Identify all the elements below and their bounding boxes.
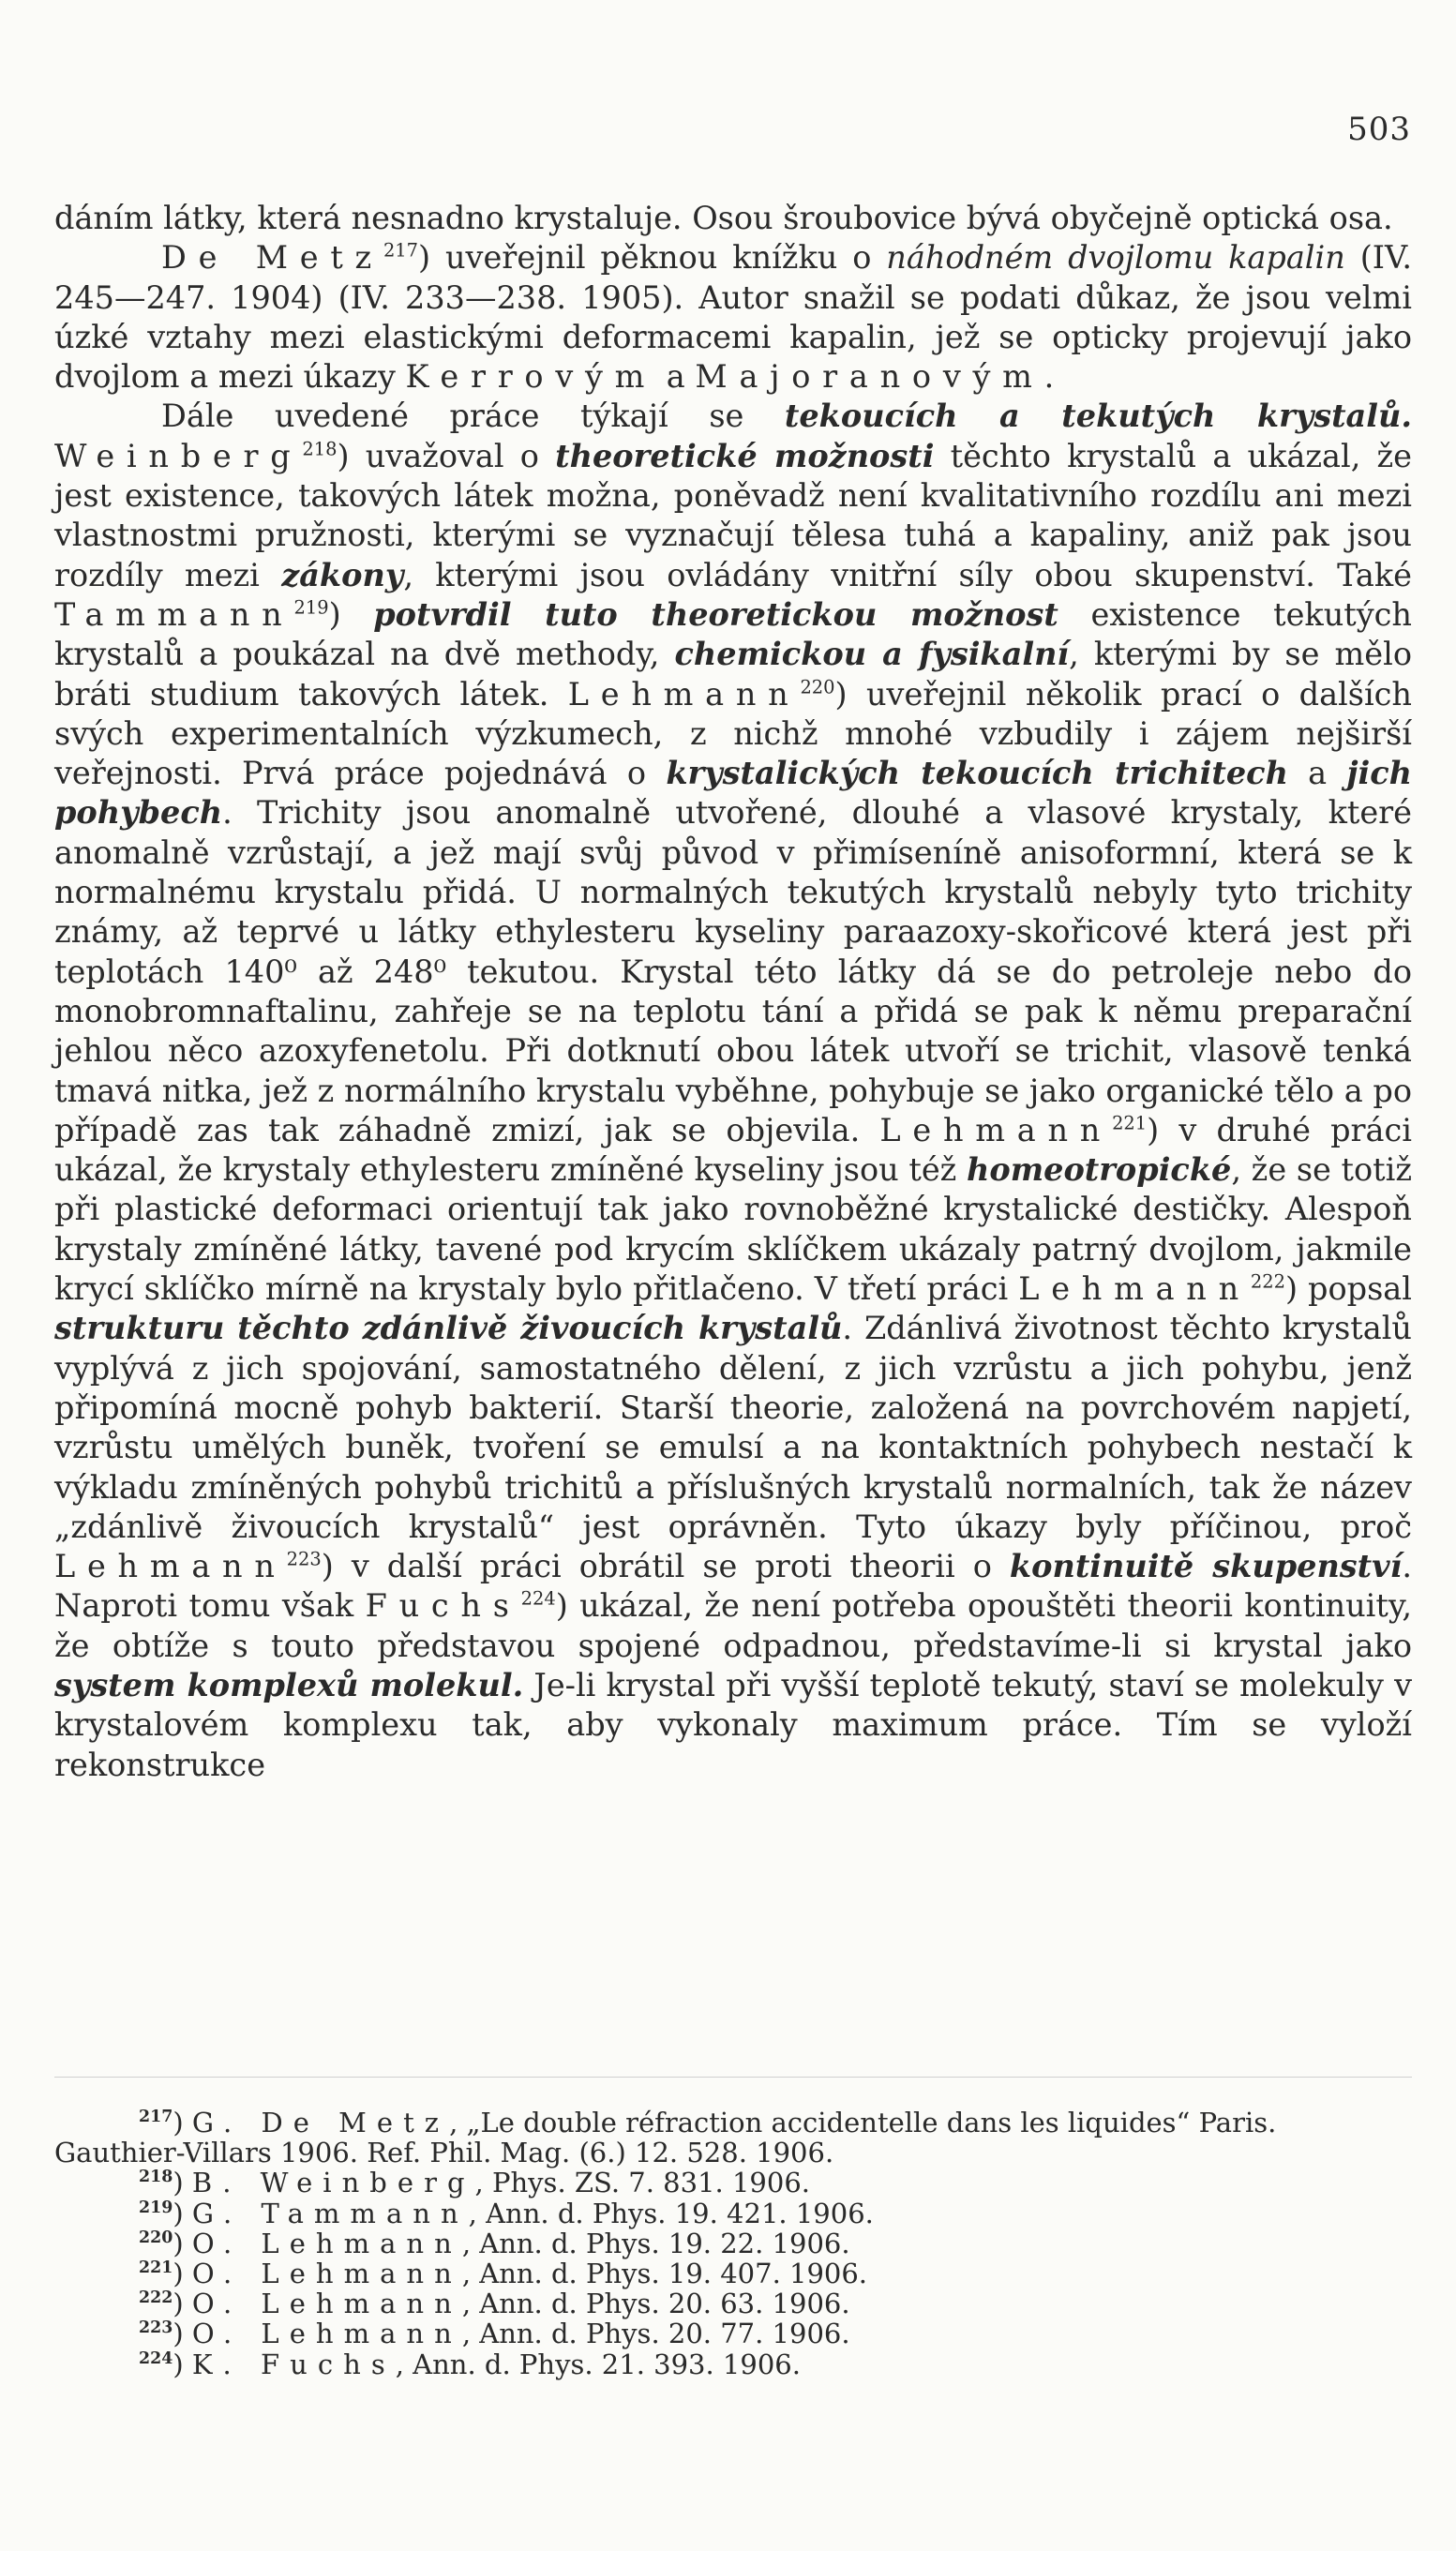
author-name: Lehmann <box>54 1548 287 1585</box>
text-run: (IV. 245—247. 1904) (IV. 233—238. 1905). Autor snažil se podati důkaz, že jsou velmi úzké vztahy mezi elastickými deformacemi kapalin, jež se opticky projevují jako dvojlom a mezi úkazy <box>54 239 1413 396</box>
emphasis: theoretické možnosti <box>555 437 935 474</box>
emphasis: náhodném dvojlomu kapalin <box>886 239 1345 277</box>
author-name: Lehmann <box>567 675 801 713</box>
footnote-author: G. Tammann <box>191 2197 469 2229</box>
emphasis: chemickou a fysikalní <box>674 636 1070 673</box>
footnote-text: , Ann. d. Phys. 19. 407. 1906. <box>461 2258 868 2290</box>
author-name: Lehmann <box>879 1111 1113 1148</box>
text-run: ) uveřejnil pěknou knížku o <box>418 239 887 277</box>
footnote: $^{223}$) O. Lehmann, Ann. d. Phys. 20. 77. 1906. <box>139 2318 850 2350</box>
footnote: $^{218}$) B. Weinberg, Phys. ZS. 7. 831. 1906. <box>139 2167 810 2199</box>
footnote-text: , Ann. d. Phys. 21. 393. 1906. <box>395 2348 801 2380</box>
footnote-ref: 224 <box>520 1587 556 1610</box>
footnote-ref: 220 <box>800 675 835 698</box>
footnote: $^{221}$) O. Lehmann, Ann. d. Phys. 19. 407. 1906. <box>139 2258 868 2290</box>
text-run: ) uvažoval o <box>337 437 556 474</box>
paragraph-2 <box>54 238 1412 397</box>
footnote-number: 223 <box>139 2318 173 2338</box>
footnote-ref: 218 <box>302 438 338 460</box>
footnote-text: , Phys. ZS. 7. 831. 1906. <box>474 2167 810 2199</box>
author-name: Lehmann <box>1018 1270 1251 1308</box>
author-name: Majoranovým <box>695 358 1044 396</box>
text-run: ) v druhé práci ukázal, že krystaly ethylesteru zmíněné kyseliny jsou též <box>54 1111 1412 1189</box>
footnote-text: , Ann. d. Phys. 20. 63. 1906. <box>461 2288 850 2320</box>
text-run: . Naproti tomu však <box>54 1548 1412 1625</box>
emphasis: kontinuitě skupenství <box>1009 1548 1403 1585</box>
text-run: , kterými jsou ovládány vnitřní síly obou skupenství. Také <box>403 556 1412 593</box>
emphasis: tekoucích a tekutých krystalů. <box>784 398 1413 435</box>
text-run: těchto krystalů a ukázal, že jest existence, takových látek možna, poněvadž není kvalitativního rozdílu ani mezi vlastnostmi pružnosti, kterými se vyznačují tělesa tuhá a kapaliny, aniž pak jsou rozdíly mezi <box>54 437 1413 593</box>
footnote-divider <box>54 2077 1412 2078</box>
footnote-author: O. Lehmann <box>191 2288 462 2320</box>
text-run: ) ukázal, že není potřeba opouštěti theorii kontinuity, že obtíže s touto představou spojené odpadnou, představíme-li si krystal jako <box>54 1587 1412 1664</box>
footnote: $^{224}$) K. Fuchs, Ann. d. Phys. 21. 393. 1906. <box>139 2348 801 2380</box>
text-run: . Zdánlivá životnost těchto krystalů vyplývá z jich spojování, samostatného dělení, z jich vzrůstu a jich pohybu, jenž připomíná mocně pohyb bakterií. Starší theorie, založená na povrchovém napjetí, vzrůstu umělých buněk, tvoření se emulsí a na kontaktních pohybech nestačí k výkladu zmíněných pohybů trichitů a příslušných krystalů normalních, tak že název „zdánlivě živoucích krystalů“ jest oprávněn. Tyto úkazy byly příčinou, proč <box>54 1310 1412 1545</box>
footnote-author: B. Weinberg <box>191 2167 475 2199</box>
footnote-author: O. Lehmann <box>191 2227 462 2259</box>
text-run: ) uveřejnil několik prací o dalších svých experimentalních výzkumech, z nichž mnohé vzbudily i zájem nejširší veřejnosti. Prvá práce pojednává o <box>54 675 1412 792</box>
footnote-ref: 222 <box>1250 1270 1285 1293</box>
footnote-number: 220 <box>139 2228 173 2248</box>
footnote: $^{217}$) G. De Metz, „Le double réfraction accidentelle dans les liquides“ Paris. Gauthier-Villars 1906. Ref. Phil. Mag. (6.) 12. 528. 1906. <box>54 2107 1277 2169</box>
author-name: Weinberg <box>54 437 303 474</box>
body-text <box>54 199 1412 1785</box>
author-name: Tammann <box>54 595 294 633</box>
author-name: Kerrovým <box>405 358 657 396</box>
text-run: existence tekutých krystalů a poukázal na dvě methody, <box>54 595 1413 673</box>
footnote-text: , „Le double réfraction accidentelle dans les liquides“ Paris. Gauthier-Villars 1906. Ref. Phil. Mag. (6.) 12. 528. 1906. <box>54 2107 1277 2169</box>
footnote-text: , Ann. d. Phys. 19. 421. 1906. <box>468 2197 874 2229</box>
emphasis: system komplexů molekul. <box>54 1666 524 1703</box>
footnote-author: O. Lehmann <box>191 2318 462 2350</box>
footnote-ref: 223 <box>286 1548 322 1570</box>
text-run: . Trichity jsou anomalně utvořené, dlouhé a vlasové krystaly, které anomalně vzrůstají, a jež mají svůj původ v přimíseníně anisoformní, která se k normalnému krystalu přidá. U normalných tekutých krystalů nebyly tyto trichity známy, až teprvé u látky ethylesteru kyseliny paraazoxy-skořicové která jest při teplotách 140⁰ až 248⁰ tekutou. Krystal této látky dá se do petroleje nebo do monobromnaftalinu, zahřeje se na teplotu tání a přidá se pak k němu preparační jehlou něco azoxyfenetolu. Při dotknutí obou látek utvoří se trichit, vlasově tenká tmavá nitka, jež z normálního krystalu vyběhne, pohybuje se jako organické tělo a po případě zas tak záhadně zmizí, jak se objevila. <box>54 794 1412 1148</box>
emphasis: strukturu těchto zdánlivě živoucích krystalů <box>54 1310 843 1347</box>
paragraph-3 <box>54 397 1412 1784</box>
footnote-number: 217 <box>139 2108 173 2127</box>
footnote-ref: 219 <box>293 596 329 619</box>
text-run: ) <box>328 595 374 633</box>
footnotes <box>54 2108 1412 2379</box>
text-run: , kterými by se mělo bráti studium takových látek. <box>54 636 1412 713</box>
emphasis: zákony <box>281 556 404 593</box>
emphasis: krystalických tekoucích trichitech <box>666 755 1288 792</box>
emphasis: jich pohybech <box>54 755 1412 832</box>
paragraph-1: dáním látky, která nesnadno krystaluje. Osou šroubovice bývá obyčejně optická osa. <box>54 200 1393 236</box>
footnote-author: O. Lehmann <box>191 2258 462 2290</box>
footnote-number: 221 <box>139 2258 173 2278</box>
footnote-ref: 221 <box>1112 1112 1148 1134</box>
footnote: $^{220}$) O. Lehmann, Ann. d. Phys. 19. 22. 1906. <box>139 2227 850 2259</box>
footnote: $^{222}$) O. Lehmann, Ann. d. Phys. 20. 63. 1906. <box>139 2288 850 2320</box>
text-run: ) popsal <box>1285 1270 1412 1308</box>
footnote-author: K. Fuchs <box>191 2348 396 2380</box>
footnote: $^{219}$) G. Tammann, Ann. d. Phys. 19. 421. 1906. <box>139 2197 874 2229</box>
emphasis: homeotropické <box>967 1151 1232 1189</box>
footnote-ref: 217 <box>383 239 419 262</box>
text-run: a <box>1287 755 1347 792</box>
text-run: , že se totiž při plastické deformaci orientují tak jako rovnoběžné krystalické destičky. Alespoň krystaly zmíněné látky, tavené pod krycím sklíčkem ukázaly patrný dvojlom, jakmile krycí sklíčko mírně na krystaly bylo přitlačeno. V třetí práci <box>54 1151 1412 1308</box>
footnote-number: 222 <box>139 2288 173 2308</box>
text-run: ) v další práci obrátil se proti theorii o <box>321 1548 1010 1585</box>
author-name: Fuchs <box>365 1587 521 1625</box>
text-run: a <box>656 358 696 396</box>
footnote-number: 219 <box>139 2198 173 2217</box>
text-run: Je-li krystal při vyšší teplotě tekutý, staví se molekuly v krystalovém komplexu tak, aby vykonaly maximum práce. Tím se vyloží rekonstrukce <box>54 1666 1412 1783</box>
footnote-number: 224 <box>139 2348 173 2368</box>
footnote-text: , Ann. d. Phys. 20. 77. 1906. <box>461 2318 850 2350</box>
author-name: De Metz <box>161 239 383 277</box>
footnote-author: G. De Metz <box>191 2107 450 2138</box>
page-number: 503 <box>1347 111 1411 148</box>
footnote-text: , Ann. d. Phys. 19. 22. 1906. <box>461 2227 850 2259</box>
text-run: Dále uvedené práce týkají se <box>161 398 785 435</box>
emphasis: potvrdil tuto theoretickou možnost <box>373 595 1058 633</box>
text-run: . <box>1043 358 1055 396</box>
footnote-number: 218 <box>139 2168 173 2187</box>
